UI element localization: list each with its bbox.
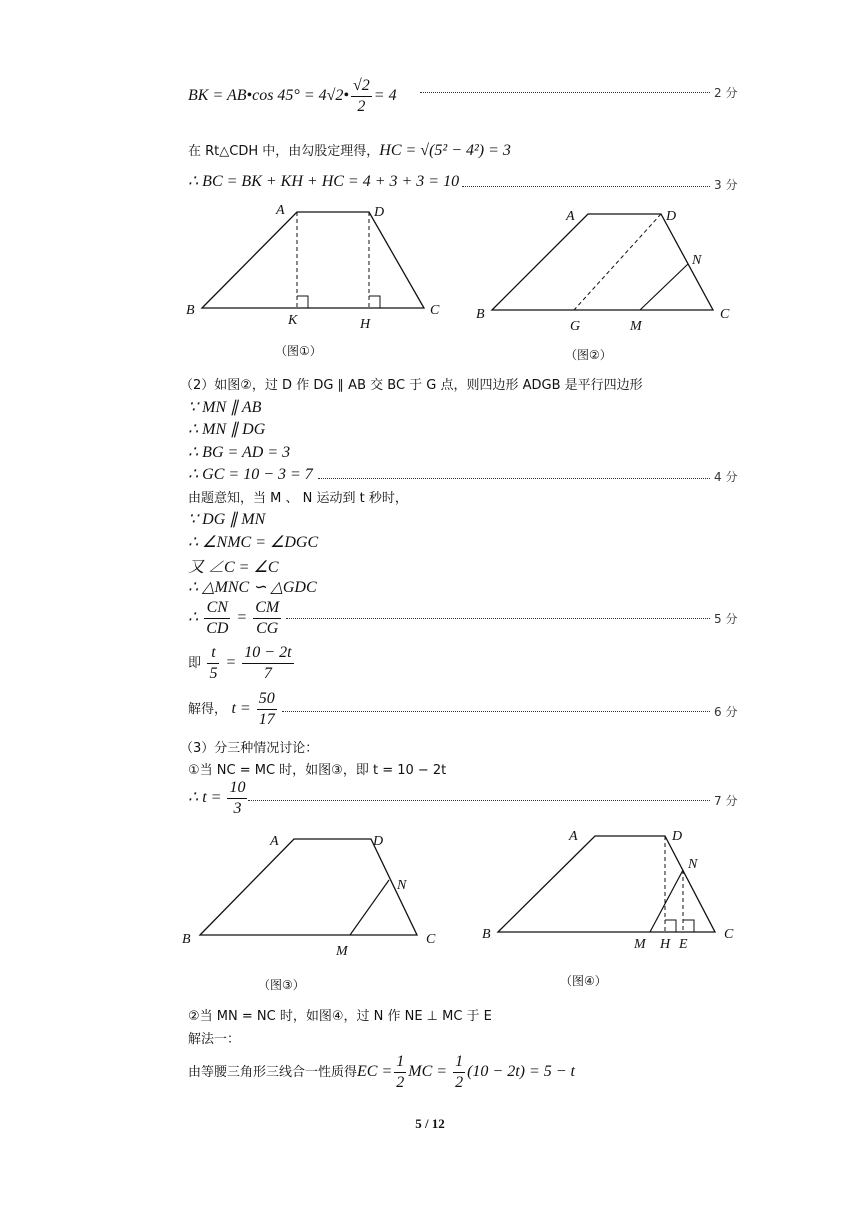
label: N <box>692 253 702 268</box>
label: H <box>360 317 371 332</box>
figure-2 <box>470 200 740 370</box>
caption-4: （图④） <box>560 974 607 988</box>
label: E <box>679 937 688 952</box>
sqrt2-over-2: $\frac{√2}{2}$ <box>353 77 370 115</box>
step: ∵ MN ∥ AB <box>188 399 262 416</box>
score-4: 4 分 <box>714 470 738 484</box>
label: C <box>426 932 436 947</box>
caption-2: （图②） <box>565 348 612 362</box>
label: B <box>182 932 191 947</box>
label: B <box>476 307 485 322</box>
label: C <box>720 307 730 322</box>
label: D <box>373 834 384 849</box>
step: ∴ MN ∥ DG <box>188 421 266 438</box>
figure-3 <box>178 825 448 1000</box>
page-number: 5 / 12 <box>415 1116 445 1131</box>
case2: ②当 MN = NC 时，如图④，过 N 作 NE ⊥ MC 于 E <box>188 1009 492 1024</box>
score-5: 5 分 <box>714 612 738 626</box>
caption-1: （图①） <box>275 344 322 358</box>
caption-3: （图③） <box>258 978 305 992</box>
part3-intro: （3）分三种情况讨论： <box>180 741 319 756</box>
label: A <box>270 834 279 849</box>
score-2: 2 分 <box>714 86 738 100</box>
label: K <box>288 313 298 328</box>
pythag-line: 在 Rt△CDH 中，由勾股定理得，HC = √(5² − 4²) = 3 <box>188 142 511 159</box>
score-7: 7 分 <box>714 794 738 808</box>
label: C <box>724 927 734 942</box>
part2-intro: （2）如图②，过 D 作 DG ∥ AB 交 BC 于 G 点，则四边形 ADGB 是平行四边形 <box>180 378 643 393</box>
meaning-line: 由题意知，当 M 、 N 运动到 t 秒时， <box>188 491 408 506</box>
label: N <box>688 857 698 872</box>
label: N <box>397 878 407 893</box>
ratio-sub: 即 $\frac{t}{5}$ = $\frac{10 - 2t}{7}$ <box>188 644 292 682</box>
figure-4 <box>478 822 748 997</box>
step: 又 ∠C = ∠C <box>188 559 279 576</box>
step: ∴ △MNC ∽ △GDC <box>188 579 317 596</box>
bc-sum: ∴ BC = BK + KH + HC = 4 + 3 + 3 = 10 <box>188 173 460 190</box>
step: ∴ GC = 10 − 3 = 7 <box>188 466 313 483</box>
bk-equation: BK = AB•cos 45° = 4√2• $\frac{√2}{2}$ = 4 <box>188 77 397 115</box>
label: A <box>276 203 285 218</box>
figure-1 <box>180 198 450 368</box>
label: M <box>336 944 348 959</box>
step: ∴ BG = AD = 3 <box>188 444 291 461</box>
ec-line: 由等腰三角形三线合一性质得EC = $\frac{1}{2}$ MC = $\frac{1}{2}$ (10 − 2t) = 5 − t <box>188 1053 575 1091</box>
label: M <box>630 319 642 334</box>
label: M <box>634 937 646 952</box>
method1: 解法一： <box>188 1032 241 1047</box>
label: D <box>374 205 385 220</box>
label: G <box>570 319 581 334</box>
score-6: 6 分 <box>714 705 738 719</box>
label: D <box>672 829 683 844</box>
score-3: 3 分 <box>714 178 738 192</box>
label: H <box>660 937 671 952</box>
case1: ①当 NC = MC 时，如图③，即 t = 10 − 2t <box>188 763 447 778</box>
label: B <box>186 303 195 318</box>
step: ∴ ∠NMC = ∠DGC <box>188 534 319 551</box>
label: A <box>566 209 575 224</box>
ratio-line: ∴ $\frac{CN}{CD}$ = $\frac{CM}{CG}$ <box>188 599 280 637</box>
label: A <box>569 829 578 844</box>
label: D <box>666 209 677 224</box>
solve-line: 解得， t = $\frac{50}{17}$ <box>188 690 275 728</box>
label: B <box>482 927 491 942</box>
label: C <box>430 303 440 318</box>
step: ∵ DG ∥ MN <box>188 511 266 528</box>
t-10-3: ∴ t = $\frac{10}{3}$ <box>188 779 246 817</box>
